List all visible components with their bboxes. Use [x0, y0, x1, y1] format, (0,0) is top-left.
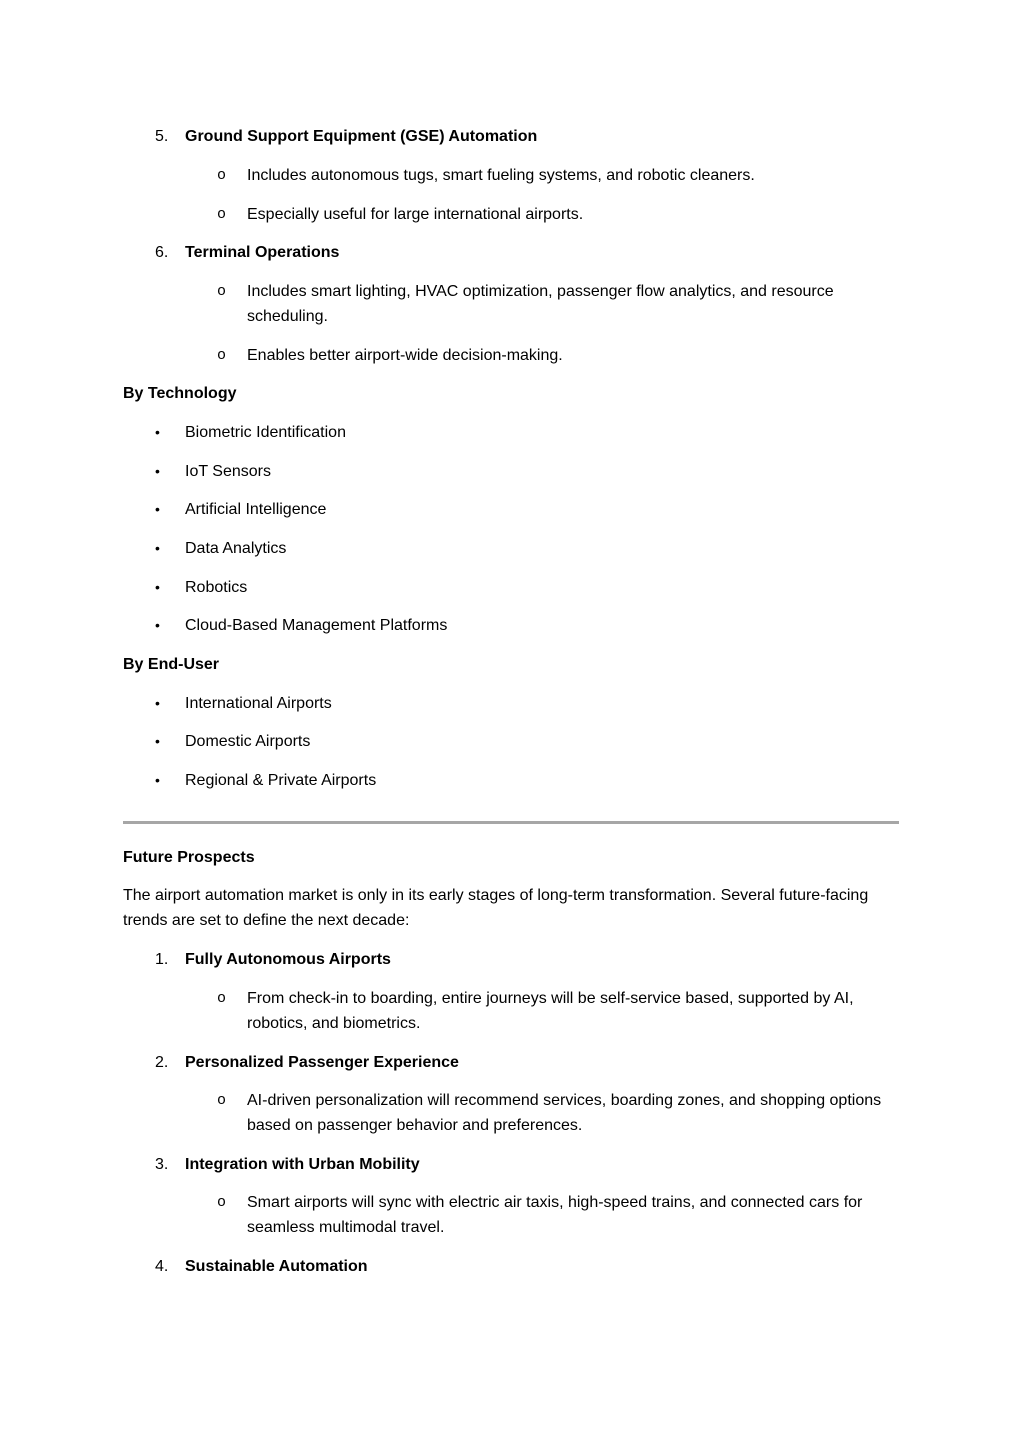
bullet-item: IoT Sensors [185, 463, 271, 480]
list-number: 1. [155, 951, 169, 968]
list-item-title: Sustainable Automation [185, 1258, 368, 1275]
sub-bullet-text: Includes smart lighting, HVAC optimization, passenger flow analytics, and resource scheduling. [247, 283, 834, 325]
list-item-title: Terminal Operations [185, 244, 340, 261]
list-number: 2. [155, 1054, 169, 1071]
bullet-marker: • [155, 463, 160, 479]
bullet-marker: • [155, 501, 160, 517]
bullet-marker: • [155, 772, 160, 788]
bullet-marker: • [155, 540, 160, 556]
sub-bullet-text: Enables better airport-wide decision-making. [247, 347, 563, 364]
list-item-title: Ground Support Equipment (GSE) Automation [185, 128, 538, 145]
list-item-title: Personalized Passenger Experience [185, 1054, 459, 1071]
bullet-item: Data Analytics [185, 540, 287, 557]
section-heading: By Technology [123, 385, 237, 402]
list-number: 4. [155, 1258, 169, 1275]
bullet-marker: • [155, 733, 160, 749]
bullet-marker: • [155, 617, 160, 633]
list-item-title: Fully Autonomous Airports [185, 951, 391, 968]
sub-bullet-marker: o [217, 347, 227, 364]
sub-bullet-text: Smart airports will sync with electric air taxis, high-speed trains, and connected cars for seamless multimodal travel. [247, 1194, 863, 1236]
bullet-item: Regional & Private Airports [185, 772, 377, 789]
horizontal-divider [123, 821, 899, 824]
sub-bullet-marker: o [217, 283, 227, 300]
bullet-item: Cloud-Based Management Platforms [185, 617, 448, 634]
list-number: 6. [155, 244, 169, 261]
sub-bullet-marker: o [217, 167, 227, 184]
bullet-marker: • [155, 579, 160, 595]
sub-bullet-marker: o [217, 206, 227, 223]
bullet-marker: • [155, 695, 160, 711]
bullet-item: Artificial Intelligence [185, 501, 327, 518]
bullet-item: Robotics [185, 579, 248, 596]
sub-bullet-text: From check-in to boarding, entire journeys will be self-service based, supported by AI, robotics, and biometrics. [247, 990, 854, 1032]
bullet-item: Biometric Identification [185, 424, 346, 441]
section-heading: Future Prospects [123, 849, 255, 866]
list-number: 5. [155, 128, 169, 145]
bullet-item: Domestic Airports [185, 733, 311, 750]
sub-bullet-marker: o [217, 990, 227, 1007]
bullet-marker: • [155, 424, 160, 440]
sub-bullet-text: Includes autonomous tugs, smart fueling systems, and robotic cleaners. [247, 167, 755, 184]
bullet-item: International Airports [185, 695, 332, 712]
sub-bullet-text: Especially useful for large international airports. [247, 206, 584, 223]
sub-bullet-marker: o [217, 1194, 227, 1211]
intro-paragraph: The airport automation market is only in its early stages of long-term transformation. Several future-facing trends are set to define the next decade: [123, 887, 869, 929]
section-heading: By End-User [123, 656, 220, 673]
sub-bullet-text: AI-driven personalization will recommend services, boarding zones, and shopping options based on passenger behavior and preferences. [247, 1092, 882, 1134]
list-item-title: Integration with Urban Mobility [185, 1156, 420, 1173]
list-number: 3. [155, 1156, 169, 1173]
sub-bullet-marker: o [217, 1092, 227, 1109]
